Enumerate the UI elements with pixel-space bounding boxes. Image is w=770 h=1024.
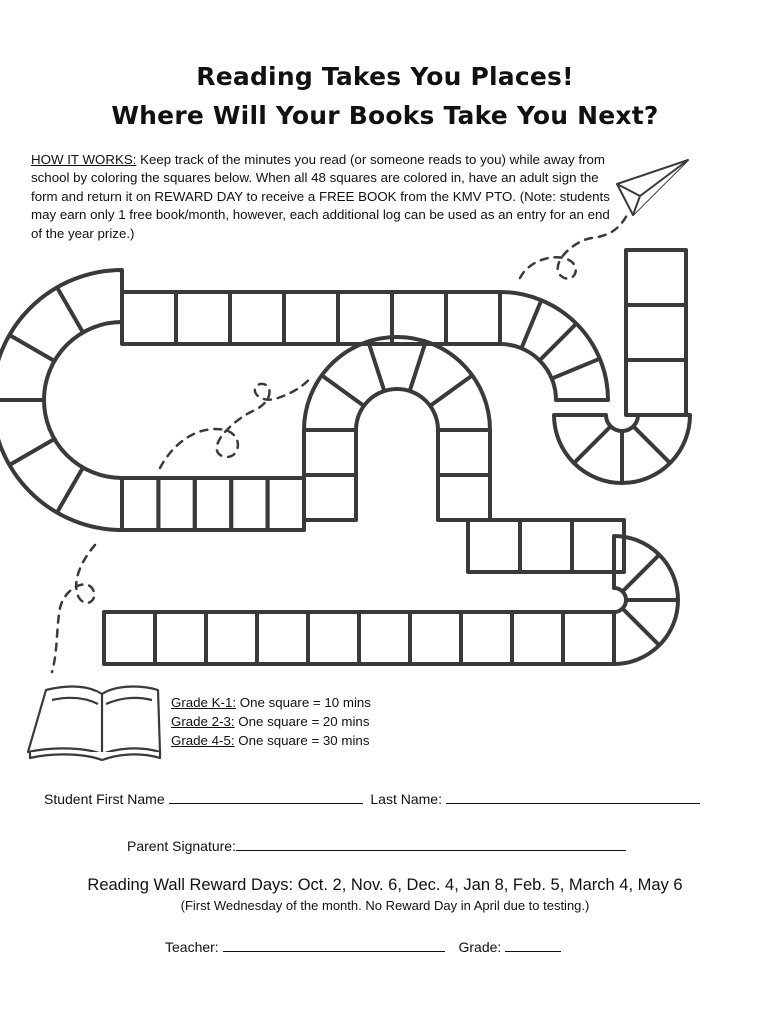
board-square: [122, 292, 176, 344]
teacher-field[interactable]: [223, 937, 445, 952]
grade-rule: One square = 30 mins: [234, 732, 370, 748]
last-name-field[interactable]: [446, 789, 700, 804]
board-square: [231, 478, 267, 530]
board-square-divider: [57, 287, 83, 332]
board-square: [155, 612, 206, 664]
board-square-divider: [622, 555, 659, 592]
board-square: [468, 520, 520, 572]
reward-days: [0, 876, 770, 895]
grade-label: Grade 4-5:: [171, 732, 235, 748]
board-square-divider: [633, 426, 670, 463]
open-book-icon: [28, 687, 160, 760]
dashed-book-path: [52, 545, 95, 672]
board-square-divider: [521, 300, 541, 348]
grade-label: Grade K-1:: [171, 695, 237, 710]
grade-field[interactable]: [505, 937, 561, 952]
board-square-divider: [574, 426, 611, 463]
student-name-row: [44, 789, 700, 807]
board-square: [626, 305, 686, 360]
reward-label: Reading Wall Reward Days:: [87, 876, 294, 894]
board-square: [158, 478, 194, 530]
grade-field-label: Grade:: [458, 939, 502, 955]
board-square-divider: [9, 335, 54, 361]
grade-legend: [171, 694, 371, 750]
board-square: [572, 520, 624, 572]
board-square: [195, 478, 231, 530]
board-square: [512, 612, 563, 664]
board-square: [176, 292, 230, 344]
board-square: [206, 612, 257, 664]
board-square: [626, 360, 686, 415]
board-square: [268, 478, 304, 530]
grade-rule: One square = 10 mins: [236, 695, 371, 710]
board-square-divider: [410, 342, 426, 391]
first-name-field[interactable]: [169, 789, 363, 804]
board-square: [304, 430, 356, 475]
grade-row: [171, 713, 371, 732]
board-square: [438, 430, 490, 475]
board-square: [626, 250, 686, 305]
grade-label: Grade 2-3:: [171, 713, 235, 729]
how-it-works-label: HOW IT WORKS:: [31, 152, 137, 167]
board-square-divider: [540, 324, 577, 361]
page-subtitle: Where Will Your Books Take You Next?: [111, 101, 659, 130]
board-square: [284, 292, 338, 344]
board-square: [257, 612, 308, 664]
board-square: [104, 612, 155, 664]
grade-rule: One square = 20 mins: [234, 713, 370, 729]
grade-row: [171, 694, 371, 713]
board-square: [461, 612, 512, 664]
board-square: [122, 478, 158, 530]
teacher-row: [165, 937, 561, 955]
board-square: [304, 475, 356, 520]
board-square: [520, 520, 572, 572]
reward-dates: Oct. 2, Nov. 6, Dec. 4, Jan 8, Feb. 5, March 4, May 6: [297, 876, 683, 894]
board-square: [308, 612, 359, 664]
grade-row: [171, 732, 371, 751]
board-square: [438, 475, 490, 520]
last-name-label: Last Name:: [370, 791, 442, 807]
board-square-divider: [9, 439, 54, 465]
dashed-flight-path: [520, 215, 627, 279]
board-square: [563, 612, 614, 664]
dashed-flight-path-2: [160, 376, 312, 468]
page-title: Reading Takes You Places!: [196, 62, 574, 91]
parent-signature-row: [127, 836, 626, 854]
board-square-divider: [552, 359, 600, 379]
board-square: [230, 292, 284, 344]
board-square-divider: [368, 342, 384, 391]
board-square-divider: [430, 375, 472, 406]
paper-airplane-icon: [617, 160, 688, 215]
how-it-works-text: Keep track of the minutes you read (or someone reads to you) while away from school by coloring the squares below. When all 48 squares are colored in, have an adult sign the form and return it on REWARD DAY to receive a FREE BOOK from the KMV PTO. (Note: students may earn only 1 free book/month, however, each additional log can be used as an entry for an end of the year prize.): [31, 152, 610, 241]
board-square: [359, 612, 410, 664]
teacher-label: Teacher:: [165, 939, 219, 955]
first-name-label: Student First Name: [44, 791, 165, 807]
board-square: [410, 612, 461, 664]
board-square-divider: [322, 375, 364, 406]
parent-signature-field[interactable]: [236, 836, 626, 851]
board-square-divider: [57, 468, 83, 513]
reward-note: (First Wednesday of the month. No Reward Day in April due to testing.): [180, 898, 590, 913]
parent-signature-label: Parent Signature:: [127, 838, 236, 854]
board-square-divider: [622, 608, 659, 645]
board-square: [446, 292, 500, 344]
